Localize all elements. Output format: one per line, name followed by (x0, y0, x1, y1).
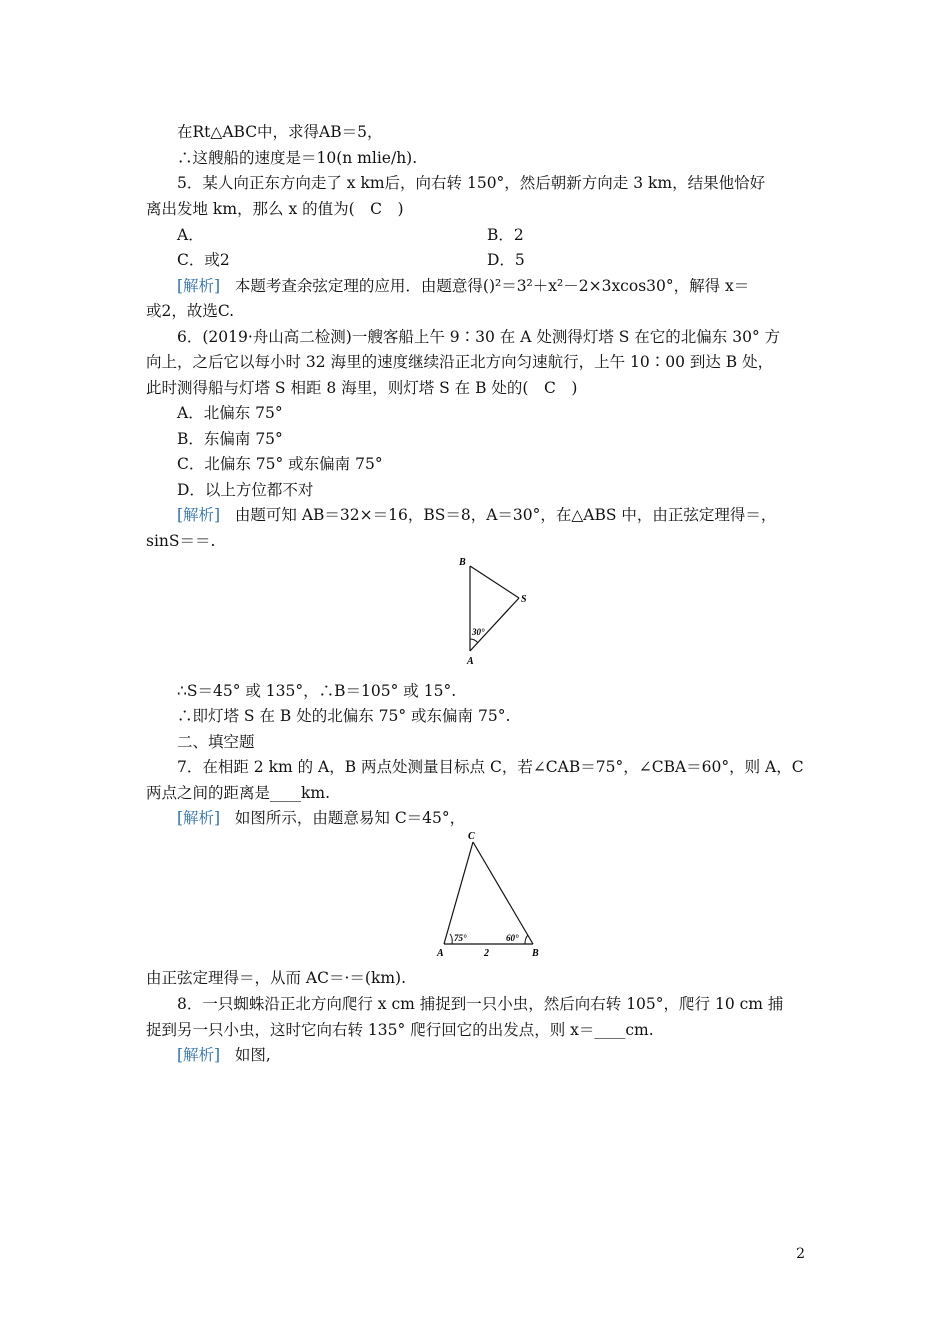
option-b: B．东偏南 75° (177, 430, 283, 448)
angle-a-label: 75° (454, 933, 467, 943)
page-number: 2 (796, 1246, 805, 1262)
question-5: 5．某人向正东方向走了 x km后，向右转 150°，然后朝新方向走 3 km，结果他恰好 (177, 174, 766, 192)
option-c: C．或2 (177, 251, 230, 269)
option-d: D．以上方位都不对 (177, 481, 314, 499)
question-7-cont: 两点之间的距离是____km. (146, 784, 331, 802)
analysis-6: [解析] 由题可知 AB＝32×＝16，BS＝8，A＝30°，在△ABS 中，由正弦定理得＝， (177, 506, 777, 524)
analysis-tag: [解析] (177, 506, 221, 524)
label-b: B (459, 557, 466, 568)
question-8-cont: 捉到另一只小虫，这时它向右转 135° 爬行回它的出发点，则 x＝____cm. (146, 1021, 654, 1039)
analysis-5-cont: 或2，故选C. (146, 302, 235, 320)
analysis-5: [解析] 本题考查余弦定理的应用．由题意得()²＝3²＋x²－2×3xcos30°，解得 x＝ (177, 277, 750, 295)
question-6: 6．(2019·舟山高二检测)一艘客船上午 9∶30 在 A 处测得灯塔 S 在它的北偏东 30° 方 (177, 328, 781, 346)
triangle-figure-cab (430, 828, 550, 962)
label-b: B (532, 948, 539, 959)
label-s: S (521, 594, 527, 605)
question-5-cont: 离出发地 km，那么 x 的值为( C ) (146, 200, 404, 218)
text-line: ∴这艘船的速度是＝10(n mlie/h). (177, 149, 418, 167)
option-b: B．2 (487, 226, 524, 244)
analysis-6-cont: sinS＝＝. (146, 532, 216, 550)
option-c: C．北偏东 75° 或东偏南 75° (177, 455, 383, 473)
section-heading: 二、填空题 (177, 733, 255, 751)
option-a: A． (177, 226, 204, 244)
analysis-7: [解析] 如图所示，由题意易知 C＝45°， (177, 809, 466, 827)
text-line: ∴S＝45° 或 135°，∴B＝105° 或 15°. (177, 682, 457, 700)
analysis-tag: [解析] (177, 277, 221, 295)
analysis-tag: [解析] (177, 1046, 221, 1064)
text-line: 在Rt△ABC中，求得AB＝5， (177, 123, 383, 141)
question-7: 7．在相距 2 km 的 A，B 两点处测量目标点 C，若∠CAB＝75°，∠CBA＝60°，则 A，C (177, 758, 804, 776)
text-line: 由正弦定理得＝，从而 AC＝·＝(km). (146, 969, 407, 987)
analysis-tag: [解析] (177, 809, 221, 827)
label-a: A (467, 656, 474, 667)
option-d: D．5 (487, 251, 525, 269)
option-a: A．北偏东 75° (177, 404, 283, 422)
question-8: 8．一只蜘蛛沿正北方向爬行 x cm 捕捉到一只小虫，然后向右转 105°，爬行 10 cm 捕 (177, 995, 784, 1013)
text-line: ∴即灯塔 S 在 B 处的北偏东 75° 或东偏南 75°. (177, 707, 511, 725)
angle-label: 30° (472, 627, 485, 637)
side-label: 2 (484, 948, 489, 959)
angle-b-label: 60° (506, 933, 519, 943)
analysis-8: [解析] 如图, (177, 1046, 271, 1064)
label-a: A (437, 948, 444, 959)
question-6-cont: 此时测得船与灯塔 S 相距 8 海里，则灯塔 S 在 B 处的( C ) (146, 379, 578, 397)
question-6-cont: 向上，之后它以每小时 32 海里的速度继续沿正北方向匀速航行，上午 10∶00 到达 B 处， (146, 353, 774, 371)
label-c: C (468, 831, 475, 842)
triangle-figure-abs (450, 553, 540, 671)
